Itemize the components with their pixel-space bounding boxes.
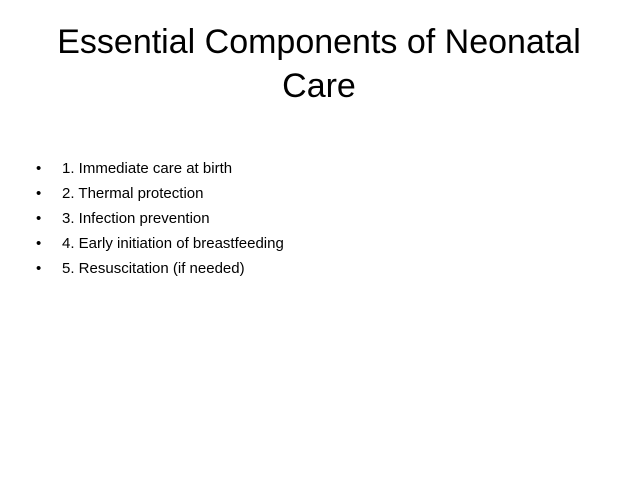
- list-item-text: 5. Resuscitation (if needed): [62, 260, 245, 277]
- bullet-icon: •: [36, 210, 42, 227]
- list-item-text: 2. Thermal protection: [62, 185, 204, 202]
- list-item-text: 1. Immediate care at birth: [62, 160, 233, 177]
- list-item-text: 3. Infection prevention: [62, 210, 210, 227]
- list-item: [36, 231, 596, 256]
- list-item-text: 4. Early initiation of breastfeeding: [62, 235, 284, 252]
- bullet-list: [36, 156, 596, 281]
- list-item: [36, 256, 596, 281]
- bullet-icon: •: [36, 185, 42, 202]
- bullet-icon: •: [36, 260, 42, 277]
- slide-title: Essential Components of Neonatal Care: [57, 23, 581, 105]
- bullet-icon: •: [36, 235, 42, 252]
- list-item: [36, 206, 596, 231]
- list-item: [36, 156, 596, 181]
- bullet-icon: •: [36, 160, 42, 177]
- list-item: [36, 181, 596, 206]
